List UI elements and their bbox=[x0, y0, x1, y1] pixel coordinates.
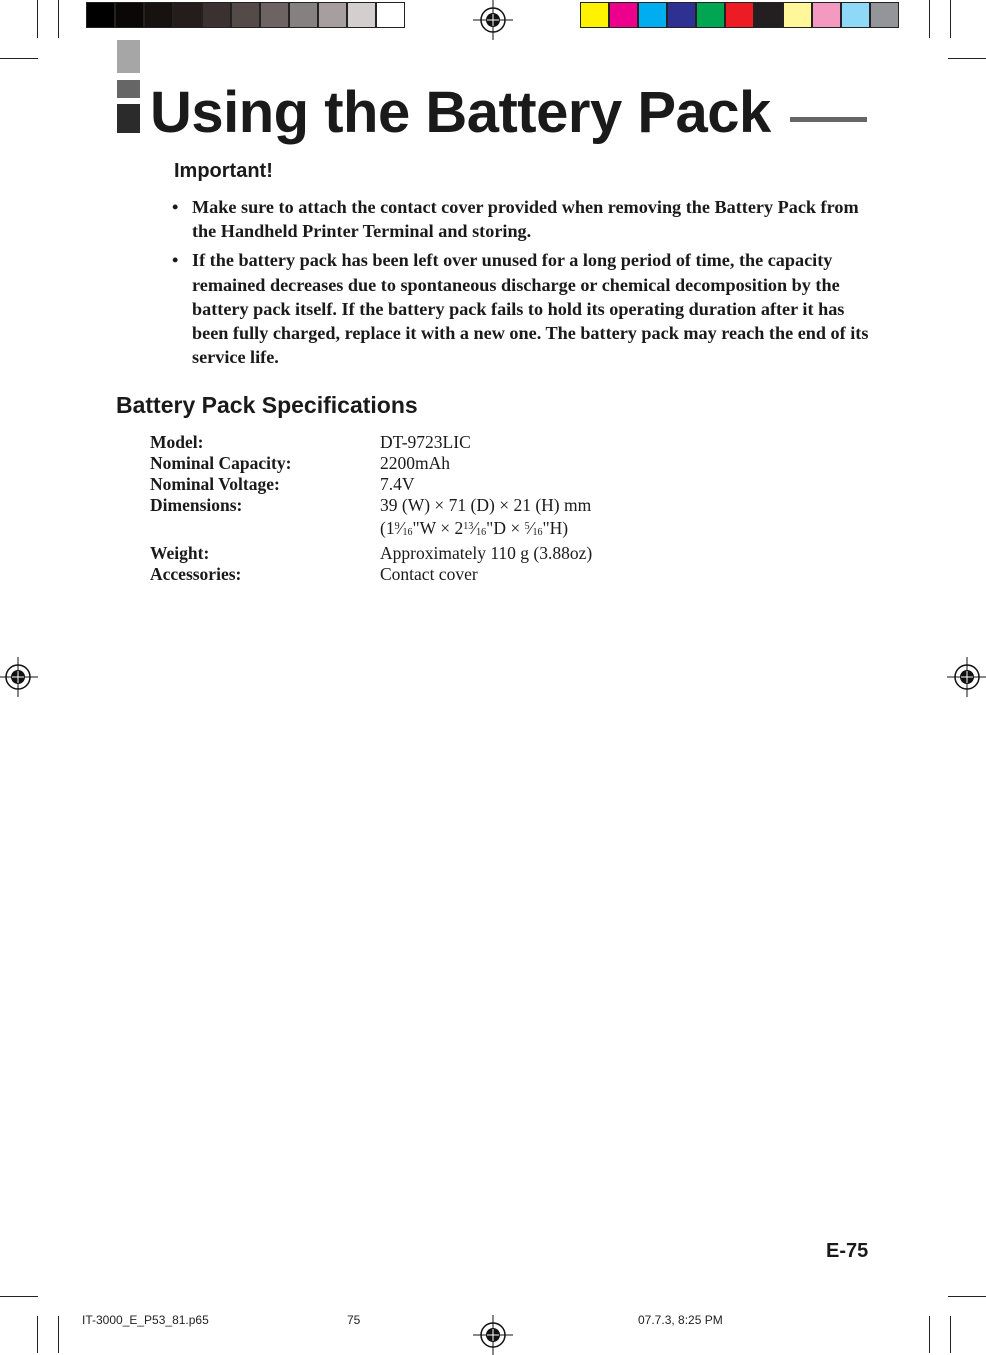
spec-value-inch: ($1^9⁄_{16}"W$ × $2^{13}⁄_{16}"D$ × $^5⁄_{16}"H$) bbox=[380, 518, 569, 538]
spec-row-accessories bbox=[150, 564, 592, 585]
spec-row-voltage bbox=[150, 474, 592, 495]
gray-swatch bbox=[86, 2, 115, 28]
section-tab-mid bbox=[117, 80, 140, 98]
color-swatch bbox=[812, 2, 841, 28]
color-swatch bbox=[696, 2, 725, 28]
gray-swatch bbox=[231, 2, 260, 28]
section-tab-light bbox=[117, 40, 140, 73]
crop-mark bbox=[58, 0, 59, 38]
specs-heading: Battery Pack Specifications bbox=[116, 392, 418, 418]
spec-row-capacity bbox=[150, 453, 592, 474]
crop-mark bbox=[0, 58, 38, 59]
spec-value: 39 (W) × 71 (D) × 21 (H) mm bbox=[380, 495, 592, 515]
color-swatch bbox=[667, 2, 696, 28]
color-swatch bbox=[638, 2, 667, 28]
gray-swatch bbox=[202, 2, 231, 28]
gray-swatch bbox=[115, 2, 144, 28]
crop-mark bbox=[929, 0, 930, 38]
registration-mark-icon bbox=[473, 1315, 513, 1355]
gray-swatch bbox=[144, 2, 173, 28]
spec-row-weight bbox=[150, 543, 592, 564]
bullet-icon: • bbox=[172, 197, 179, 217]
spec-label: Accessories: bbox=[150, 564, 242, 584]
important-list bbox=[170, 195, 875, 374]
crop-mark bbox=[948, 58, 986, 59]
color-swatch bbox=[609, 2, 638, 28]
spec-value: Contact cover bbox=[380, 564, 478, 584]
spec-row-dimensions-inch bbox=[150, 516, 592, 543]
color-swatch bbox=[783, 2, 812, 28]
color-swatch bbox=[870, 2, 899, 28]
crop-mark bbox=[37, 1316, 38, 1353]
color-swatch bbox=[580, 2, 609, 28]
gray-swatch bbox=[173, 2, 202, 28]
title-rule bbox=[790, 117, 867, 122]
spec-value: DT-9723LIC bbox=[380, 432, 471, 452]
bullet-icon: • bbox=[172, 250, 179, 271]
spec-row-dimensions bbox=[150, 495, 592, 516]
bullet-text: Make sure to attach the contact cover provided when removing the Battery Pack from the Handheld Printer Terminal and storing. bbox=[192, 197, 859, 242]
gray-swatch bbox=[376, 2, 405, 28]
color-swatch bbox=[725, 2, 754, 28]
spec-label: Nominal Voltage: bbox=[150, 474, 280, 494]
page-title: Using the Battery Pack bbox=[150, 80, 771, 145]
gray-swatch bbox=[260, 2, 289, 28]
color-swatch bbox=[754, 2, 783, 28]
gray-swatch bbox=[318, 2, 347, 28]
slug-file: IT-3000_E_P53_81.p65 bbox=[82, 1313, 209, 1327]
crop-mark bbox=[948, 1296, 986, 1297]
crop-mark bbox=[929, 1316, 930, 1353]
spec-value: Approximately 110 g (3.88oz) bbox=[380, 543, 593, 563]
crop-mark bbox=[37, 0, 38, 38]
page-number: E-75 bbox=[826, 1240, 869, 1262]
spec-label: Dimensions: bbox=[150, 495, 243, 515]
registration-mark-icon bbox=[473, 0, 513, 40]
spec-value: 7.4V bbox=[380, 474, 415, 494]
slug-page: 75 bbox=[347, 1313, 361, 1327]
crop-mark bbox=[950, 1316, 951, 1353]
important-label: Important! bbox=[174, 160, 273, 182]
specs-table bbox=[150, 432, 592, 585]
bullet-text: If the battery pack has been left over unused for a long period of time, the capacity remained decreases due to spontaneous discharge or chemical decomposition by the battery pack itself. If the battery pack fails to hold its operating duration after it has been fully charged, replace it with a new one. The battery pack may reach the end of its service life. bbox=[192, 250, 869, 368]
slug-date: 07.7.3, 8:25 PM bbox=[638, 1313, 723, 1327]
crop-mark bbox=[950, 0, 951, 38]
spec-label: Weight: bbox=[150, 543, 210, 563]
gray-swatch bbox=[347, 2, 376, 28]
section-tab-dark bbox=[117, 104, 140, 133]
spec-label: Nominal Capacity: bbox=[150, 453, 292, 473]
gray-swatch bbox=[289, 2, 318, 28]
color-swatch bbox=[841, 2, 870, 28]
crop-mark bbox=[0, 1296, 38, 1297]
list-item bbox=[170, 248, 875, 369]
registration-mark-icon bbox=[0, 657, 38, 697]
list-item bbox=[170, 195, 875, 243]
spec-value: 2200mAh bbox=[380, 453, 450, 473]
crop-mark bbox=[58, 1316, 59, 1353]
spec-label: Model: bbox=[150, 432, 204, 452]
registration-mark-icon bbox=[947, 657, 986, 697]
spec-row-model bbox=[150, 432, 592, 453]
